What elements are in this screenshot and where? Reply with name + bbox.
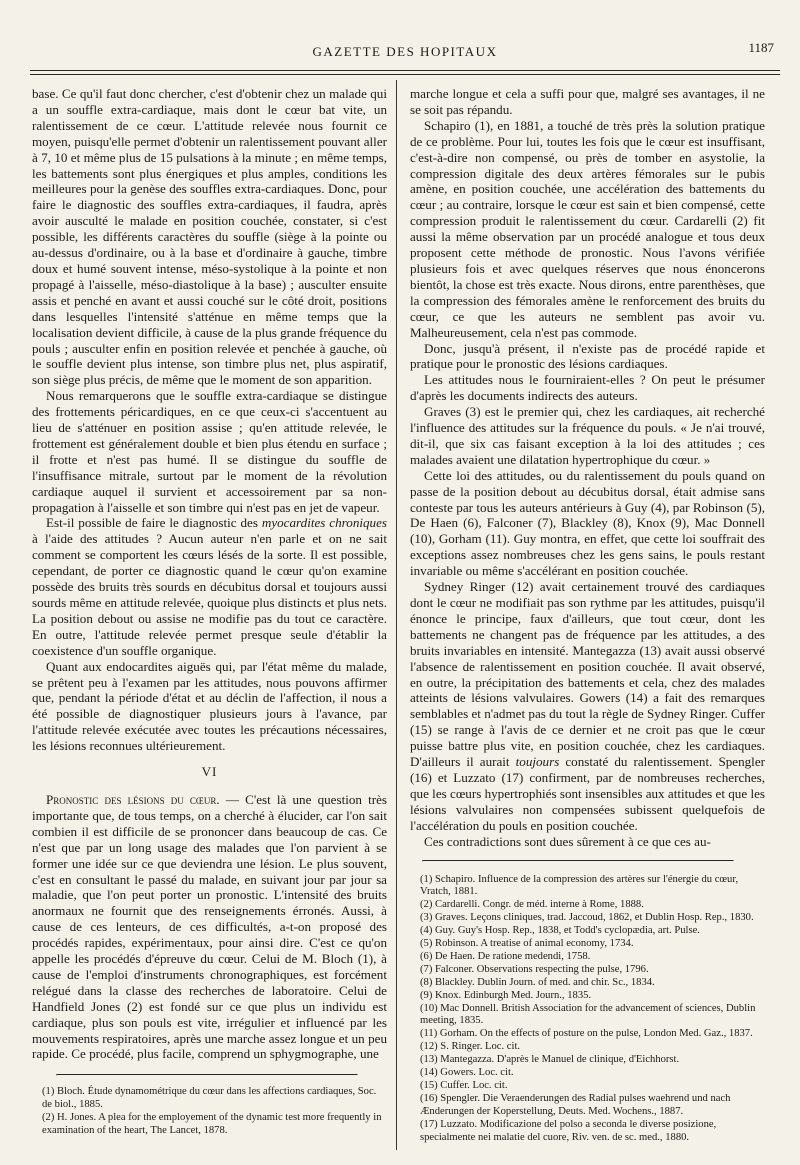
running-title: GAZETTE DES HOPITAUX <box>312 44 498 59</box>
header-rule-top <box>30 70 780 71</box>
paragraph: Nous remarquerons que le souffle extra-cardiaque se distingue des frottements péricardiques, en ce que ceux-ci s'accentuent au lieu de s'atténuer en position assise ; qu'en attitude relevée, le frottement est généralement double et bien plus étendu en surface ; il frotte et n'est pas humé. Il se distingue du souffle de l'insuffisance mitrale, surtout par le moment de la révolution cardiaque auquel il survient et accessoirement par sa non-propagation à l'aisselle et son timbre qui n'est pas en jet de vapeur. <box>32 388 387 515</box>
footnote-rule <box>56 1074 358 1076</box>
text-run: à l'aide des attitudes ? Aucun auteur n'en parle et on ne sait comment se comportent les cœurs lésés de la sorte. Il est possible, cependant, de porter ce diagnostic quand le cœur qu'on examine possède des bruits très sourds en décubitus dorsal et toujours aussi sourds même en attitude relevée, quoique plus distincts et plus nets. La position debout ou assise ne modifie pas du tout ce caractère. En outre, l'attitude relevée permet presque seule d'établir la coexistence d'un souffle organique. <box>32 531 387 658</box>
footnote-rule <box>422 860 734 862</box>
text-run: Est-il possible de faire le diagnostic des <box>46 515 262 531</box>
footnote: (2) Cardarelli. Congr. de méd. interne à Rome, 1888. <box>420 899 644 911</box>
text-run: — C'est là une question très importante que, de tous temps, on a cherché à élucider, car l'on sait combien il est difficile de se prononcer dans beaucoup de cas. Ce n'est que par un long usage des malades que l'on parvient à se former une idée sur ce que deviendra une lésion. Le plus souvent, c'est en consultant le passé du malade, en suivant jour par jour sa maladie, que l'on peut porter un pronostic. L'intensité des bruits anormaux ne fournit que des renseignements érronés. Aussi, à cause de ces lenteurs, de ces difficultés, a-t-on proposé des procédés rapides, expérimentaux, pour ainsi dire. C'est ce qu'on appelle les procédés d'épreuve du cœur. Celui de M. Bloch (1), à cause de l'emploi d'instruments chronographiques, est forcément relégué dans la classe des recherches de laboratoire. Celui de Handfield Jones (2) est fondé sur ce que plus un individu est cardiaque, plus son pouls est vite, irrégulier et influencé par les mouvements respiratoires, après une marche assez longue et un peu rapide. Ce procédé, plus facile, comprend un sphygmographe, une <box>32 791 387 1062</box>
footnote: (6) De Haen. De ratione medendi, 1758. <box>420 950 591 962</box>
paragraph <box>32 792 387 1062</box>
page-number: 1187 <box>748 40 774 55</box>
right-column <box>410 86 765 1145</box>
text-run: D'ailleurs il aurait <box>410 754 516 770</box>
footnote: (15) Cuffer. Loc. cit. <box>420 1080 508 1091</box>
paragraph: Donc, jusqu'à présent, il n'existe pas de procédé rapide et pratique pour le pronostic des lésions cardiaques. <box>410 340 765 372</box>
section-heading: VI <box>201 764 218 780</box>
paragraph: Schapiro (1), en 1881, a touché de très près la solution pratique de ce problème. Pour lui, toutes les fois que le cœur est insuffisant, c'est-à-dire non compensé, ou près de tomber en asystolie, la compression digitale des deux artères fémorales sur le pubis amène, en position couchée, une accélération des battements du cœur ; au contraire, lorsque le cœur est sain et bien compensé, cette compression produit le ralentissement du cœur. Cardarelli (2) fit aussi la même observation par un procédé analogue et tous deux proposent cette méthode de pronostic. Nous l'avons vérifiée plusieurs fois et avec quelques réserves que nous énoncerons bientôt, la chose est très exacte. Nous dirons, entre parenthèses, que la compression des fémorales amène le renforcement des bruits du cœur, ce que les auteurs ne semblent pas avoir vu. Malheureusement, cela n'est pas commode. <box>410 117 765 340</box>
paragraph: base. Ce qu'il faut donc chercher, c'est d'obtenir chez un malade qui a un souffle extra-cardiaque, mais dont le cœur bat vite, un ralentissement de ce cœur. L'attitude relevée nous fournit ce moyen, puisqu'elle permet d'obtenir un ralentissement pouvant aller à 7, 10 et même plus de 15 pulsations à la minute ; en même temps, les battements sont plus énergiques et plus amples, conditions les meilleures pour la genèse des souffles extra-cardiaques. Donc, pour faire le diagnostic des souffles extra-cardiaques, il faudra, après avoir ausculté le malade en position couchée, constater, si c'est possible, les différents caractères du souffle (siège à la pointe ou au-dessus d'ordinaire, ou à la base et d'ordinaire à gauche, timbre doux et humé souvent intense, méso-systolique à la pointe et non propagé à l'aisselle, méso-diastolique à la base) ; ausculter ensuite assis et penché en avant et aussi couché sur le côté droit, positions dans lesquelles l'intensité s'atténue en même temps que la localisation devient difficile, à cause de la plus grande fréquence du pouls ; ausculter enfin en position relevée et penchée à gauche, où le souffle devient plus intense, son timbre plus net, plus aspiratif, son siège plus précis, de même que le moment de son apparition. <box>32 86 387 388</box>
footnote: (5) Robinson. A treatise of animal economy, 1734. <box>420 938 634 950</box>
footnote: (9) Knox. Edinburgh Med. Journ., 1835. <box>420 989 592 1001</box>
paragraph: Graves (3) est le premier qui, chez les cardiaques, ait recherché l'influence des attitudes sur la fréquence du pouls. « Je n'ai trouvé, dit-il, que six cas faisant exception à la loi des attitudes ; ces malades avaient une dilatation hypertrophique du cœur. » <box>410 404 765 467</box>
paragraph: Quant aux endocardites aiguës qui, par l'état même du malade, se prêtent peu à l'examen par les attitudes, nous pouvons affirmer que, pendant la période d'état et au déclin de l'affection, il nous a été possible de diagnostiquer plusieurs jours à l'avance, par l'attitude relevée exécutée avec toutes les précautions nécessaires, les lésions reconnues ultérieurement. <box>32 658 387 754</box>
footnote: (14) Gowers. Loc. cit. <box>420 1067 514 1079</box>
footnote: (7) Falconer. Observations respecting the pulse, 1796. <box>420 963 649 975</box>
text-run: Sydney Ringer (12) avait certainement trouvé des cardiaques dont le cœur ne modifiait pas son rythme par les attitudes, puisqu'il énonce le principe, faux d'ailleurs, que tout cœur, dont les battements ne changent pas de fréquence par les attitudes, a des bruits invariables en intensité. Mantegazza (13) avait aussi observé l'absence de ralentissement en position couchée. Il avait observé, en outre, la précipitation des battements et cela, chez des malades atteints de lésions valvulaires. Gowers (14) a fait des remarques semblables et n'admet pas du tout la règle de Sydney Ringer. Cuffer (15) se range à l'avis de ce dernier et ne croit pas que le cœur puisse battre plus vite, en position couchée, chez les cardiaques. <box>410 579 765 754</box>
footnote: (10) Mac Donnell. British Association for the advancement of sciences, Dublin meeting, 1835. <box>420 1002 756 1027</box>
italic-term: myocardites chroniques <box>261 515 387 531</box>
footnote: (16) Spengler. Die Veraenderungen des Radial pulses waehrend und nach Ænderungen der Koperstellung, Deuts. Med. Wochens., 1887. <box>420 1092 731 1117</box>
left-column <box>32 86 387 1138</box>
footnote: (8) Blackley. Dublin Journ. of med. and chir. Sc., 1834. <box>420 976 655 988</box>
column-divider <box>396 80 397 1150</box>
footnotes <box>32 1086 387 1138</box>
section-lead: Pronostic des lésions du cœur. <box>46 791 220 807</box>
footnote: (1) Bloch. Étude dynamométrique du cœur dans les affections cardiaques, Soc. de biol., 1885. <box>42 1086 377 1111</box>
paragraph <box>32 515 387 658</box>
text-run: constaté du ralentissement. Spengler (16) et Luzzato (17) confirment, par de nombreuses recherches, que les cœurs hypertrophiés sont insensibles aux attitudes et que les lésions valvulaires non compensées subissent quelquefois de l'accélération du pouls en position couchée. <box>410 754 765 833</box>
footnote: (17) Luzzato. Modificazione del polso a seconda le diverse posizione, specialmente nei malatie del cuore, Riv. ven. de sc. med., 1880. <box>420 1118 717 1143</box>
paragraph: marche longue et cela a suffi pour que, malgré ses avantages, il ne se soit pas répandu. <box>410 86 765 117</box>
footnote: (11) Gorham. On the effects of posture on the pulse, London Med. Gaz., 1837. <box>420 1028 753 1040</box>
footnote: (2) H. Jones. A plea for the employement of the dynamic test more frequently in examination of the heart, The Lancet, 1878. <box>42 1112 382 1137</box>
footnotes <box>410 874 765 1145</box>
paragraph: Ces contradictions sont dues sûrement à ce que ces au- <box>424 833 711 849</box>
footnote: (4) Guy. Guy's Hosp. Rep., 1838, et Todd's cyclopædia, art. Pulse. <box>420 925 700 937</box>
footnote: (1) Schapiro. Influence de la compression des artères sur l'énergie du cœur, Vratch, 1881. <box>420 873 739 898</box>
page-header <box>30 40 780 64</box>
footnote: (13) Mantegazza. D'après le Manuel de clinique, d'Eichhorst. <box>420 1054 680 1066</box>
footnote: (3) Graves. Leçons cliniques, trad. Jaccoud, 1862, et Dublin Hosp. Rep., 1830. <box>420 912 754 924</box>
paragraph <box>410 579 765 834</box>
header-rule-bottom <box>30 74 780 75</box>
footnote: (12) S. Ringer. Loc. cit. <box>420 1041 521 1053</box>
paragraph: Cette loi des attitudes, ou du ralentissement du pouls quand on passe de la position debout au décubitus dorsal, était admise sans conteste par tous les auteurs antérieurs à Guy (4), par Robinson (5), De Haen (6), Falconer (7), Blackley (8), Knox (9), Mac Donnell (10), Gorham (11). Guy montra, en effet, que cette loi souffrait des exceptions assez nombreuses chez les gens sains, le pouls restant invariable ou même s'accélérant en position couchée. <box>410 467 765 579</box>
italic-term: toujours <box>515 754 560 770</box>
paragraph: Les attitudes nous le fourniraient-elles ? On peut le présumer d'après les documents indirects des auteurs. <box>410 372 765 404</box>
